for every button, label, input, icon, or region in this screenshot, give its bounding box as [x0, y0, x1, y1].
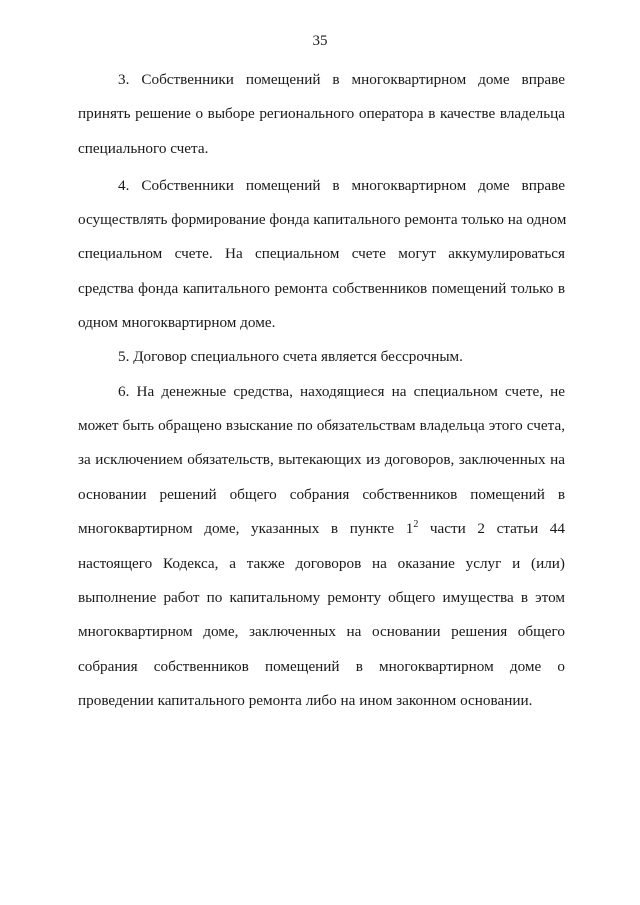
page-number: 35 [312, 33, 328, 49]
paragraph-4-line-2: осуществлять формирование фонда капитального ремонта только на одном [78, 211, 567, 228]
paragraph-6-line-1: 6. На денежные средства, находящиеся на специальном счете, не [118, 383, 565, 400]
paragraph-6-line-4: основании решений общего собрания собственников помещений в [78, 486, 565, 503]
paragraph-6-line-7: выполнение работ по капитальному ремонту общего имущества в этом [78, 589, 565, 606]
paragraph-6-line-10: проведении капитального ремонта либо на ином законном основании. [78, 692, 533, 709]
paragraph-6-line-5-text: многоквартирном доме, указанных в пункте 1 [78, 520, 414, 537]
paragraph-4-line-5: одном многоквартирном доме. [78, 314, 276, 331]
paragraph-6-line-3: за исключением обязательств, вытекающих из договоров, заключенных на [78, 451, 565, 468]
paragraph-6-line-5 [78, 520, 565, 538]
paragraph-6-line-5-tail: части 2 статьи 44 [429, 520, 565, 537]
paragraph-4-line-3: специальном счете. На специальном счете могут аккумулироваться [78, 245, 565, 262]
paragraph-6-line-6: настоящего Кодекса, а также договоров на оказание услуг и (или) [78, 555, 565, 572]
paragraph-3-line-2: принять решение о выборе регионального оператора в качестве владельца [78, 105, 565, 122]
paragraph-3-line-1: 3. Собственники помещений в многоквартирном доме вправе [118, 71, 565, 88]
paragraph-5-line-1: 5. Договор специального счета является бессрочным. [118, 348, 463, 365]
paragraph-6-line-9: собрания собственников помещений в многоквартирном доме о [78, 658, 565, 675]
paragraph-4-line-4: средства фонда капитального ремонта собственников помещений только в [78, 280, 565, 297]
superscript-2: 2 [413, 519, 419, 530]
paragraph-6-line-2: может быть обращено взыскание по обязательствам владельца этого счета, [78, 417, 565, 434]
paragraph-6-line-8: многоквартирном доме, заключенных на основании решения общего [78, 623, 565, 640]
paragraph-3-line-3: специального счета. [78, 140, 209, 157]
paragraph-4-line-1: 4. Собственники помещений в многоквартирном доме вправе [118, 177, 565, 194]
